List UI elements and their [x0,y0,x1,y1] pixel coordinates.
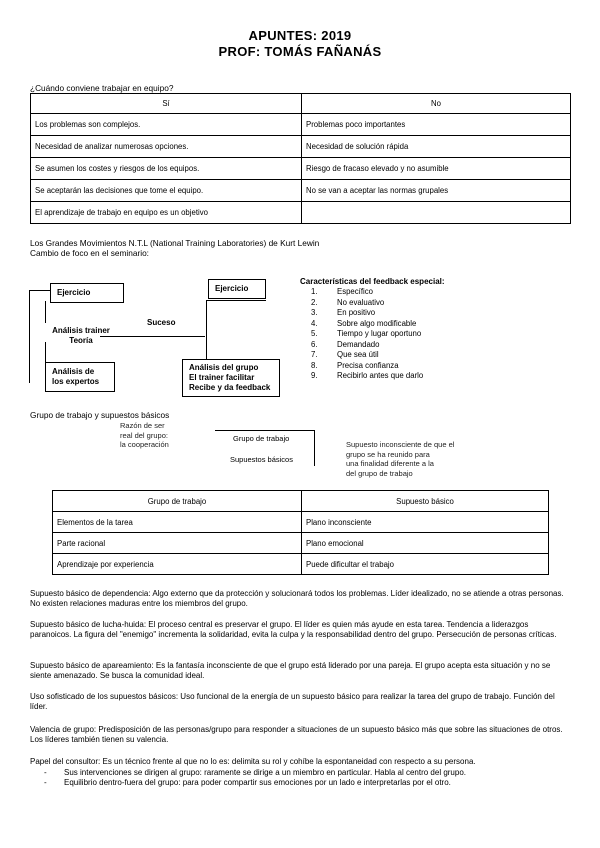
table-cell: Se asumen los costes y riesgos de los equipos. [31,158,302,180]
list-item: 7. Que sea útil [311,350,379,359]
suceso-label: Suceso [147,318,176,327]
table-header-cell: Sí [31,94,302,114]
description-line: grupo se ha reunido para [346,449,430,459]
list-item: 9. Recibirlo antes que darlo [311,371,424,380]
table-cell: Puede dificultar el trabajo [302,554,549,575]
basic-section-title: Grupo de trabajo y supuestos básicos [30,410,170,420]
title-line-2: PROF: TOMÁS FAÑANÁS [218,44,382,59]
table-row [53,512,549,533]
table-row [31,136,571,158]
table-cell: Se aceptarán las decisiones que tome el equipo. [31,180,302,202]
ejercicio-left-box: Ejercicio [50,283,124,303]
analisis-trainer-label [46,326,116,346]
table-row [31,114,571,136]
feedback-title: Características del feedback especial: [300,277,445,286]
list-item: - Sus intervenciones se dirigen al grupo: raramente se dirige a un miembro en particular. Habla al centro del grupo. [44,768,466,777]
list-item: 4. Sobre algo modificable [311,318,417,328]
diagram-connector [29,290,51,291]
ntl-line-1: Los Grandes Movimientos N.T.L (National Training Laboratories) de Kurt Lewin [30,238,320,248]
paragraph-dependencia: Supuesto básico de dependencia: Algo externo que da protección y solucionará todos los problemas. Líder idealizado, no se atiende a otras personas. No existen relaciones maduras entre los miembros del grupo. [30,589,564,609]
table-row [53,533,549,554]
analisis-grupo-line: El trainer facilitar [189,373,255,382]
table-cell: Elementos de la tarea [53,512,302,533]
title-line-1: APUNTES: 2019 [248,28,352,43]
table-cell: Riesgo de fracaso elevado y no asumible [302,158,571,180]
table-cell: Parte racional [53,533,302,554]
table-row [31,202,571,224]
table-cell: Problemas poco importantes [302,114,571,136]
basic-table [52,490,549,575]
table-cell: Aprendizaje por experiencia [53,554,302,575]
team-question: ¿Cuándo conviene trabajar en equipo? [30,83,174,93]
paragraph-apareamiento: Supuesto básico de apareamiento: Es la fantasía inconsciente de que el grupo está liderado por una pareja. El grupo acepta esta situación y no se siente amenazado. Se busca la comunidad ideal. [30,661,551,681]
table-row [31,180,571,202]
team-table [30,93,571,224]
table-header-cell: Supuesto básico [302,491,549,512]
table-cell: Plano emocional [302,533,549,554]
list-item: 2. No evaluativo [311,297,385,307]
analisis-grupo-box [182,359,280,397]
table-row [31,94,571,114]
list-item: - Equilibrio dentro-fuera del grupo: para poder compartir sus emociones por un lado e interpretarlas por el otro. [44,778,451,788]
paragraph-consultor: Papel del consultor: Es un técnico frente al que no lo es: delimita su rol y cohíbe la espontaneidad con respecto a su persona. [30,757,476,766]
table-cell: Necesidad de solución rápida [302,136,571,158]
table-cell: Los problemas son complejos. [31,114,302,136]
table-row [31,158,571,180]
analisis-expertos-line: Análisis de [52,367,95,376]
paragraph-lucha: Supuesto básico de lucha-huida: El proceso central es preservar el grupo. El líder es quien más ayude en esta tarea. Tendencia a liderazgos paranoicos. La figura del "enemigo" incrementa la solidaridad, evita la culpa y la responsabilidad dentro del grupo. Persecución de personas críticas. [30,620,557,640]
supuesto-description [346,440,454,478]
razon-label [120,421,169,450]
ejercicio-right-box: Ejercicio [208,279,266,299]
diagram-connector [206,300,207,360]
list-item: 1. Específico [311,287,373,296]
paragraph-valencia: Valencia de grupo: Predisposición de las personas/grupo para responder a situaciones de un supuesto básico más que sobre las situaciones de otros. Los líderes también tienen su valencia. [30,725,563,745]
teoria-text: Teoría [69,336,93,345]
analisis-expertos-line: los expertos [52,377,100,386]
description-line: del grupo de trabajo [346,468,413,478]
diagram-connector [29,290,30,383]
table-row [53,491,549,512]
supuestos-basicos-label: Supuestos básicos [230,455,293,464]
diagram-connector [206,300,266,301]
table-cell: Plano inconsciente [302,512,549,533]
feedback-list [311,287,423,382]
list-item: 5. Tiempo y lugar oportuno [311,329,422,338]
razon-line: Razón de ser [120,421,165,430]
list-item: 3. En positivo [311,308,376,317]
table-cell [302,202,571,224]
razon-line: la cooperación [120,440,169,449]
table-header-cell: Grupo de trabajo [53,491,302,512]
diagram-connector [314,430,315,466]
list-item: 6. Demandado [311,339,380,349]
table-row [53,554,549,575]
description-line: Supuesto inconsciente de que el [346,440,455,449]
consultor-bullets [44,768,564,789]
analisis-grupo-line: Análisis del grupo [189,363,259,372]
description-line: una finalidad diferente a la [346,459,434,468]
razon-line: real del grupo: [120,430,168,440]
table-cell: No se van a aceptar las normas grupales [302,180,571,202]
table-cell: El aprendizaje de trabajo en equipo es un objetivo [31,202,302,224]
ntl-line-2: Cambio de foco en el seminario: [30,248,149,258]
table-header-cell: No [302,94,571,114]
diagram-connector [215,430,315,431]
table-cell: Necesidad de analizar numerosas opciones. [31,136,302,158]
analisis-trainer-text: Análisis trainer [52,326,110,335]
list-item: 8. Precisa confianza [311,360,399,370]
analisis-expertos-box [45,362,115,392]
diagram-connector [45,301,46,323]
analisis-grupo-line: Recibe y da feedback [189,383,271,392]
grupo-trabajo-label: Grupo de trabajo [233,434,290,443]
paragraph-sofisticado: Uso sofisticado de los supuestos básicos: Uso funcional de la energía de un supuesto básico para realizar la tarea del grupo de trabajo. Función del líder. [30,692,555,712]
